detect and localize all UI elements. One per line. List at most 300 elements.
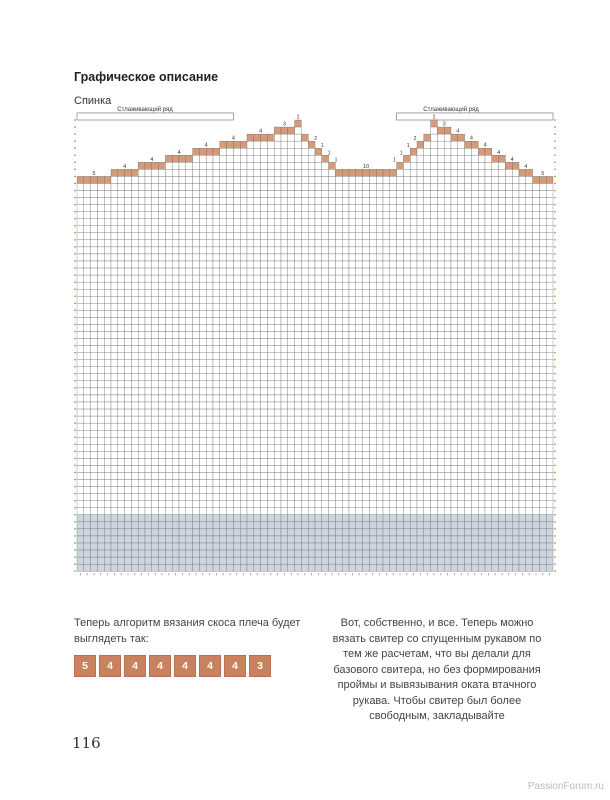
grid-cell — [376, 198, 383, 205]
grid-cell — [193, 198, 200, 205]
grid-cell — [499, 205, 506, 212]
grid-cell — [444, 254, 451, 261]
grid-cell — [356, 240, 363, 247]
grid-cell — [390, 529, 397, 536]
grid-cell — [233, 444, 240, 451]
grid-cell — [356, 346, 363, 353]
grid-cell — [240, 240, 247, 247]
grid-cell — [322, 183, 329, 190]
grid-cell — [417, 141, 424, 148]
grid-cell — [492, 564, 499, 571]
grid-cell — [172, 360, 179, 367]
grid-cell — [315, 557, 322, 564]
grid-cell — [526, 219, 533, 226]
grid-cell — [329, 339, 336, 346]
grid-cell — [152, 465, 159, 472]
grid-cell — [77, 176, 84, 183]
grid-cell — [308, 205, 315, 212]
grid-cell — [233, 536, 240, 543]
grid-cell — [363, 317, 370, 324]
grid-cell — [369, 360, 376, 367]
grid-cell — [512, 226, 519, 233]
grid-cell — [465, 247, 472, 254]
grid-cell — [240, 303, 247, 310]
grid-cell — [471, 219, 478, 226]
grid-cell — [315, 254, 322, 261]
grid-cell — [159, 508, 166, 515]
grid-cell — [383, 176, 390, 183]
grid-cell — [437, 353, 444, 360]
grid-cell — [356, 289, 363, 296]
grid-cell — [458, 494, 465, 501]
grid-cell — [356, 543, 363, 550]
grid-cell — [193, 557, 200, 564]
grid-cell — [458, 134, 465, 141]
grid-cell — [186, 169, 193, 176]
grid-cell — [199, 317, 206, 324]
grid-cell — [505, 247, 512, 254]
grid-cell — [308, 254, 315, 261]
grid-cell — [281, 388, 288, 395]
grid-cell — [451, 254, 458, 261]
grid-cell — [77, 254, 84, 261]
grid-cell — [145, 240, 152, 247]
grid-cell — [403, 465, 410, 472]
grid-cell — [512, 247, 519, 254]
grid-cell — [533, 430, 540, 437]
grid-cell — [172, 226, 179, 233]
grid-cell — [220, 275, 227, 282]
grid-cell — [288, 451, 295, 458]
grid-cell — [159, 388, 166, 395]
grid-cell — [138, 395, 145, 402]
grid-cell — [281, 515, 288, 522]
algorithm-cell: 4 — [99, 655, 121, 677]
grid-cell — [254, 141, 261, 148]
grid-cell — [295, 226, 302, 233]
grid-cell — [213, 465, 220, 472]
grid-cell — [444, 543, 451, 550]
grid-cell — [451, 374, 458, 381]
grid-cell — [186, 332, 193, 339]
grid-cell — [376, 176, 383, 183]
grid-cell — [206, 275, 213, 282]
grid-cell — [213, 148, 220, 155]
grid-cell — [240, 346, 247, 353]
grid-cell — [288, 487, 295, 494]
grid-cell — [390, 564, 397, 571]
grid-cell — [335, 261, 342, 268]
grid-cell — [363, 409, 370, 416]
grid-cell — [437, 423, 444, 430]
grid-cell — [458, 289, 465, 296]
grid-cell — [240, 522, 247, 529]
grid-cell — [240, 529, 247, 536]
grid-cell — [179, 388, 186, 395]
grid-cell — [444, 155, 451, 162]
grid-cell — [220, 339, 227, 346]
grid-cell — [125, 296, 132, 303]
grid-cell — [308, 487, 315, 494]
grid-cell — [179, 282, 186, 289]
grid-cell — [254, 148, 261, 155]
grid-cell — [424, 296, 431, 303]
grid-cell — [186, 198, 193, 205]
grid-cell — [233, 529, 240, 536]
grid-cell — [322, 515, 329, 522]
grid-cell — [451, 536, 458, 543]
grid-cell — [91, 205, 98, 212]
grid-cell — [403, 353, 410, 360]
grid-cell — [471, 473, 478, 480]
grid-cell — [186, 381, 193, 388]
grid-cell — [369, 169, 376, 176]
grid-cell — [349, 240, 356, 247]
grid-cell — [77, 465, 84, 472]
grid-cell — [165, 162, 172, 169]
grid-cell — [424, 310, 431, 317]
grid-cell — [247, 381, 254, 388]
grid-cell — [111, 183, 118, 190]
grid-cell — [458, 261, 465, 268]
grid-cell — [179, 430, 186, 437]
grid-cell — [301, 176, 308, 183]
grid-cell — [437, 480, 444, 487]
grid-cell — [111, 226, 118, 233]
grid-cell — [424, 346, 431, 353]
grid-cell — [274, 346, 281, 353]
grid-cell — [390, 508, 397, 515]
grid-cell — [84, 367, 91, 374]
grid-cell — [91, 339, 98, 346]
grid-cell — [308, 465, 315, 472]
grid-cell — [383, 317, 390, 324]
grid-cell — [254, 536, 261, 543]
grid-cell — [437, 360, 444, 367]
grid-cell — [539, 473, 546, 480]
grid-cell — [213, 233, 220, 240]
grid-cell — [356, 494, 363, 501]
grid-cell — [410, 205, 417, 212]
grid-cell — [376, 212, 383, 219]
grid-cell — [478, 458, 485, 465]
grid-cell — [356, 508, 363, 515]
grid-cell — [512, 473, 519, 480]
grid-cell — [118, 564, 125, 571]
grid-cell — [274, 557, 281, 564]
grid-cell — [274, 183, 281, 190]
grid-cell — [267, 162, 274, 169]
grid-cell — [390, 423, 397, 430]
grid-cell — [349, 409, 356, 416]
grid-cell — [322, 346, 329, 353]
grid-cell — [138, 212, 145, 219]
grid-cell — [206, 473, 213, 480]
grid-cell — [261, 303, 268, 310]
grid-cell — [213, 451, 220, 458]
grid-cell — [281, 437, 288, 444]
grid-cell — [444, 522, 451, 529]
grid-cell — [458, 155, 465, 162]
grid-cell — [179, 480, 186, 487]
grid-cell — [172, 219, 179, 226]
grid-cell — [390, 515, 397, 522]
grid-cell — [179, 176, 186, 183]
grid-cell — [492, 183, 499, 190]
grid-cell — [424, 332, 431, 339]
grid-cell — [329, 296, 336, 303]
grid-cell — [478, 332, 485, 339]
grid-cell — [118, 494, 125, 501]
grid-cell — [397, 268, 404, 275]
grid-cell — [247, 275, 254, 282]
grid-cell — [499, 480, 506, 487]
grid-cell — [261, 247, 268, 254]
grid-cell — [329, 543, 336, 550]
grid-cell — [77, 353, 84, 360]
grid-cell — [159, 240, 166, 247]
grid-cell — [505, 183, 512, 190]
grid-cell — [424, 395, 431, 402]
grid-cell — [84, 205, 91, 212]
grid-cell — [254, 240, 261, 247]
grid-cell — [97, 360, 104, 367]
grid-cell — [437, 430, 444, 437]
grid-cell — [213, 353, 220, 360]
grid-cell — [104, 501, 111, 508]
grid-cell — [397, 339, 404, 346]
grid-cell — [369, 550, 376, 557]
step-label: 3 — [282, 121, 286, 128]
grid-cell — [356, 310, 363, 317]
grid-cell — [519, 451, 526, 458]
grid-cell — [342, 247, 349, 254]
grid-cell — [335, 430, 342, 437]
grid-cell — [111, 303, 118, 310]
grid-cell — [431, 127, 438, 134]
grid-cell — [206, 444, 213, 451]
grid-cell — [397, 557, 404, 564]
grid-cell — [199, 550, 206, 557]
grid-cell — [526, 374, 533, 381]
grid-cell — [444, 409, 451, 416]
grid-cell — [322, 402, 329, 409]
grid-cell — [499, 487, 506, 494]
grid-cell — [458, 198, 465, 205]
grid-cell — [492, 303, 499, 310]
grid-cell — [390, 437, 397, 444]
grid-cell — [431, 205, 438, 212]
grid-cell — [152, 522, 159, 529]
grid-cell — [308, 360, 315, 367]
grid-cell — [308, 515, 315, 522]
grid-cell — [417, 198, 424, 205]
grid-cell — [424, 275, 431, 282]
grid-cell — [390, 183, 397, 190]
grid-cell — [424, 169, 431, 176]
grid-cell — [465, 317, 472, 324]
grid-cell — [437, 176, 444, 183]
grid-cell — [444, 437, 451, 444]
grid-cell — [77, 416, 84, 423]
grid-cell — [118, 522, 125, 529]
grid-cell — [539, 360, 546, 367]
grid-cell — [267, 367, 274, 374]
grid-cell — [424, 416, 431, 423]
grid-cell — [233, 395, 240, 402]
grid-cell — [227, 515, 234, 522]
grid-cell — [145, 430, 152, 437]
grid-cell — [213, 247, 220, 254]
grid-cell — [267, 282, 274, 289]
grid-cell — [376, 543, 383, 550]
grid-cell — [213, 275, 220, 282]
grid-cell — [465, 360, 472, 367]
grid-cell — [492, 191, 499, 198]
grid-cell — [369, 282, 376, 289]
grid-cell — [97, 487, 104, 494]
grid-cell — [431, 141, 438, 148]
grid-cell — [533, 198, 540, 205]
grid-cell — [349, 346, 356, 353]
grid-cell — [125, 564, 132, 571]
grid-cell — [349, 423, 356, 430]
grid-cell — [111, 564, 118, 571]
algorithm-cell: 4 — [199, 655, 221, 677]
grid-cell — [159, 275, 166, 282]
grid-cell — [471, 261, 478, 268]
grid-cell — [111, 458, 118, 465]
grid-cell — [451, 324, 458, 331]
grid-cell — [131, 381, 138, 388]
grid-cell — [492, 388, 499, 395]
grid-cell — [397, 240, 404, 247]
grid-cell — [363, 233, 370, 240]
grid-cell — [193, 451, 200, 458]
grid-cell — [539, 303, 546, 310]
grid-cell — [444, 557, 451, 564]
grid-cell — [376, 564, 383, 571]
grid-cell — [376, 360, 383, 367]
grid-cell — [240, 275, 247, 282]
grid-cell — [390, 494, 397, 501]
grid-cell — [397, 564, 404, 571]
grid-cell — [390, 332, 397, 339]
grid-cell — [376, 275, 383, 282]
grid-cell — [199, 324, 206, 331]
grid-cell — [397, 451, 404, 458]
grid-cell — [424, 402, 431, 409]
grid-cell — [465, 451, 472, 458]
grid-cell — [179, 381, 186, 388]
grid-cell — [84, 402, 91, 409]
grid-cell — [322, 226, 329, 233]
grid-cell — [369, 303, 376, 310]
grid-cell — [492, 423, 499, 430]
grid-cell — [247, 416, 254, 423]
grid-cell — [499, 296, 506, 303]
grid-cell — [329, 212, 336, 219]
grid-cell — [199, 536, 206, 543]
grid-cell — [505, 240, 512, 247]
grid-cell — [220, 437, 227, 444]
grid-cell — [397, 550, 404, 557]
grid-cell — [329, 480, 336, 487]
grid-cell — [84, 247, 91, 254]
grid-cell — [206, 282, 213, 289]
grid-cell — [485, 212, 492, 219]
grid-cell — [329, 437, 336, 444]
grid-cell — [288, 303, 295, 310]
grid-cell — [213, 444, 220, 451]
grid-cell — [91, 247, 98, 254]
grid-cell — [458, 282, 465, 289]
grid-cell — [505, 198, 512, 205]
grid-cell — [301, 536, 308, 543]
grid-cell — [376, 317, 383, 324]
grid-cell — [172, 487, 179, 494]
grid-cell — [369, 296, 376, 303]
grid-cell — [458, 543, 465, 550]
grid-cell — [451, 543, 458, 550]
grid-cell — [369, 529, 376, 536]
grid-cell — [329, 465, 336, 472]
grid-cell — [131, 212, 138, 219]
grid-cell — [369, 233, 376, 240]
grid-cell — [383, 529, 390, 536]
grid-cell — [267, 233, 274, 240]
grid-cell — [403, 451, 410, 458]
grid-cell — [410, 529, 417, 536]
grid-cell — [403, 324, 410, 331]
grid-cell — [505, 423, 512, 430]
grid-cell — [335, 473, 342, 480]
grid-cell — [526, 183, 533, 190]
grid-cell — [492, 310, 499, 317]
grid-cell — [199, 268, 206, 275]
grid-cell — [274, 141, 281, 148]
grid-cell — [288, 212, 295, 219]
grid-cell — [410, 437, 417, 444]
grid-cell — [519, 536, 526, 543]
grid-cell — [193, 402, 200, 409]
grid-cell — [444, 501, 451, 508]
grid-cell — [220, 282, 227, 289]
grid-cell — [478, 564, 485, 571]
grid-cell — [363, 198, 370, 205]
grid-cell — [342, 183, 349, 190]
grid-cell — [227, 473, 234, 480]
grid-cell — [254, 261, 261, 268]
grid-cell — [471, 339, 478, 346]
grid-cell — [240, 360, 247, 367]
grid-cell — [458, 487, 465, 494]
grid-cell — [186, 162, 193, 169]
grid-cell — [206, 303, 213, 310]
grid-cell — [104, 381, 111, 388]
grid-cell — [199, 183, 206, 190]
grid-cell — [281, 169, 288, 176]
grid-cell — [485, 191, 492, 198]
grid-cell — [465, 430, 472, 437]
grid-cell — [125, 522, 132, 529]
grid-cell — [213, 324, 220, 331]
grid-cell — [193, 367, 200, 374]
grid-cell — [546, 296, 553, 303]
grid-cell — [254, 317, 261, 324]
grid-cell — [526, 268, 533, 275]
grid-cell — [315, 564, 322, 571]
